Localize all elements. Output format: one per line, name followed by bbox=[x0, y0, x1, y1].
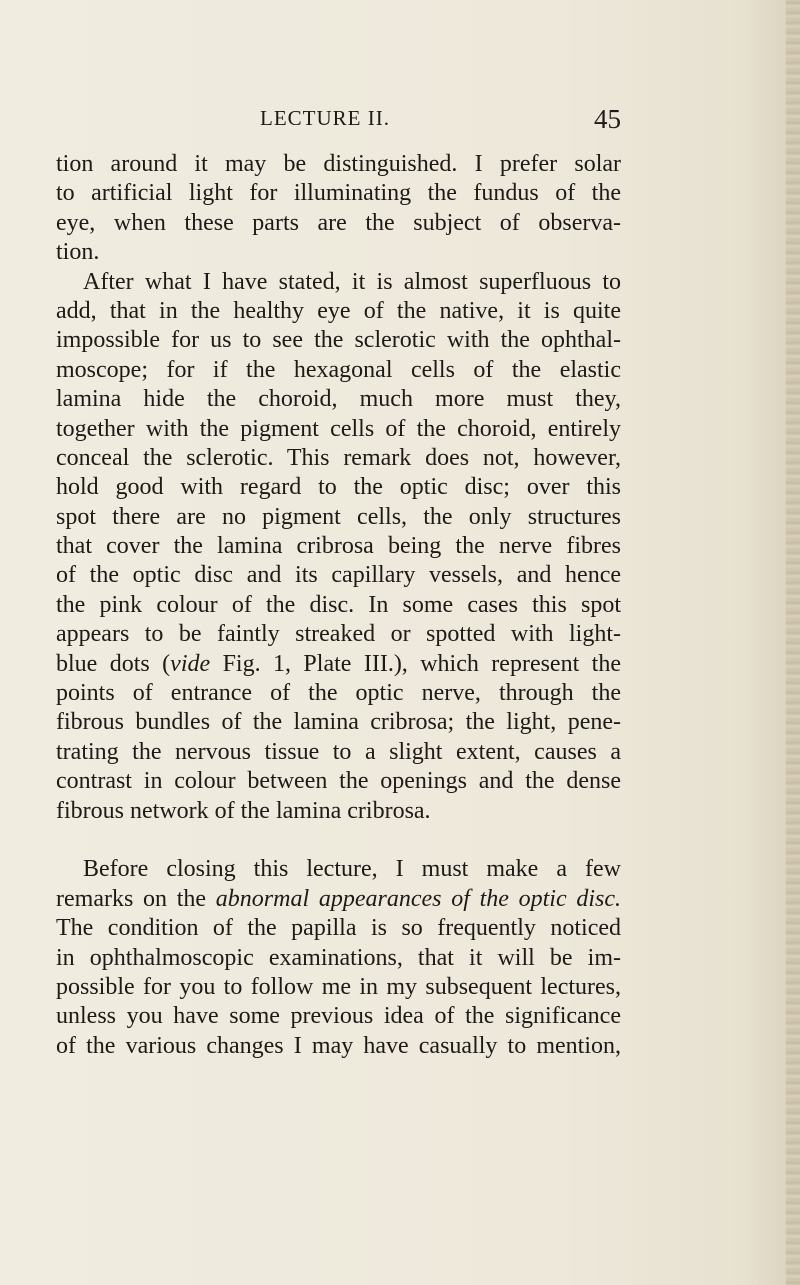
text-line: The condition of the papilla is so frequently noticed bbox=[56, 915, 621, 942]
text-line-with-italic bbox=[56, 885, 621, 914]
text-line: points of entrance of the optic nerve, through the bbox=[56, 680, 621, 707]
text-line: add, that in the healthy eye of the native, it is quite bbox=[56, 297, 621, 324]
text-line: impossible for us to see the sclerotic with the ophthal- bbox=[56, 327, 621, 354]
running-title: LECTURE II. bbox=[260, 106, 390, 130]
page-number: 45 bbox=[594, 104, 621, 134]
text-line: trating the nervous tissue to a slight extent, causes a bbox=[56, 738, 621, 765]
text-line: unless you have some previous idea of the significance bbox=[56, 1003, 621, 1030]
text-line: hold good with regard to the optic disc; over this bbox=[56, 474, 621, 501]
text-line: tion. bbox=[56, 239, 100, 266]
text-line: moscope; for if the hexagonal cells of the elastic bbox=[56, 356, 621, 383]
text-line: fibrous network of the lamina cribrosa. bbox=[56, 797, 431, 824]
text-line: to artificial light for illuminating the fundus of the bbox=[56, 180, 621, 207]
text-line: appears to be faintly streaked or spotted with light- bbox=[56, 621, 621, 648]
text-line: eye, when these parts are the subject of observa- bbox=[56, 209, 621, 236]
text-line: together with the pigment cells of the choroid, entirely bbox=[56, 415, 621, 442]
text-line: tion around it may be distinguished. I prefer solar bbox=[56, 151, 621, 177]
italic-text: vide bbox=[170, 650, 211, 677]
text-line: spot there are no pigment cells, the only structures bbox=[56, 503, 621, 530]
text-line-with-italic bbox=[56, 650, 621, 679]
text-line: of the optic disc and its capillary vessels, and hence bbox=[56, 562, 621, 589]
page-edge bbox=[786, 0, 800, 1285]
text-run: remarks on the bbox=[56, 885, 216, 912]
text-run: Fig. 1, Plate III.), which represent the bbox=[210, 650, 621, 677]
text-line: possible for you to follow me in my subsequent lectures, bbox=[56, 973, 621, 1000]
text-line: fibrous bundles of the lamina cribrosa; the light, pene- bbox=[56, 709, 621, 736]
text-line: contrast in colour between the openings and the dense bbox=[56, 768, 621, 795]
paragraph-gap bbox=[56, 826, 621, 855]
text-run: blue dots ( bbox=[56, 650, 171, 677]
text-line: conceal the sclerotic. This remark does not, however, bbox=[56, 444, 621, 471]
text-line: of the various changes I may have casually to mention, bbox=[56, 1032, 621, 1059]
text-line: in ophthalmoscopic examinations, that it will be im- bbox=[56, 944, 621, 971]
italic-text: abnormal appearances of the optic disc. bbox=[215, 885, 621, 912]
paragraph-first-line: Before closing this lecture, I must make a few bbox=[83, 856, 621, 883]
paragraph-first-line: After what I have stated, it is almost superfluous to bbox=[83, 268, 621, 295]
text-line: the pink colour of the disc. In some cases this spot bbox=[56, 591, 621, 618]
body-text bbox=[56, 150, 621, 1061]
text-line: lamina hide the choroid, much more must they, bbox=[56, 386, 621, 413]
running-head bbox=[56, 104, 621, 136]
text-line: that cover the lamina cribrosa being the nerve fibres bbox=[56, 533, 621, 560]
